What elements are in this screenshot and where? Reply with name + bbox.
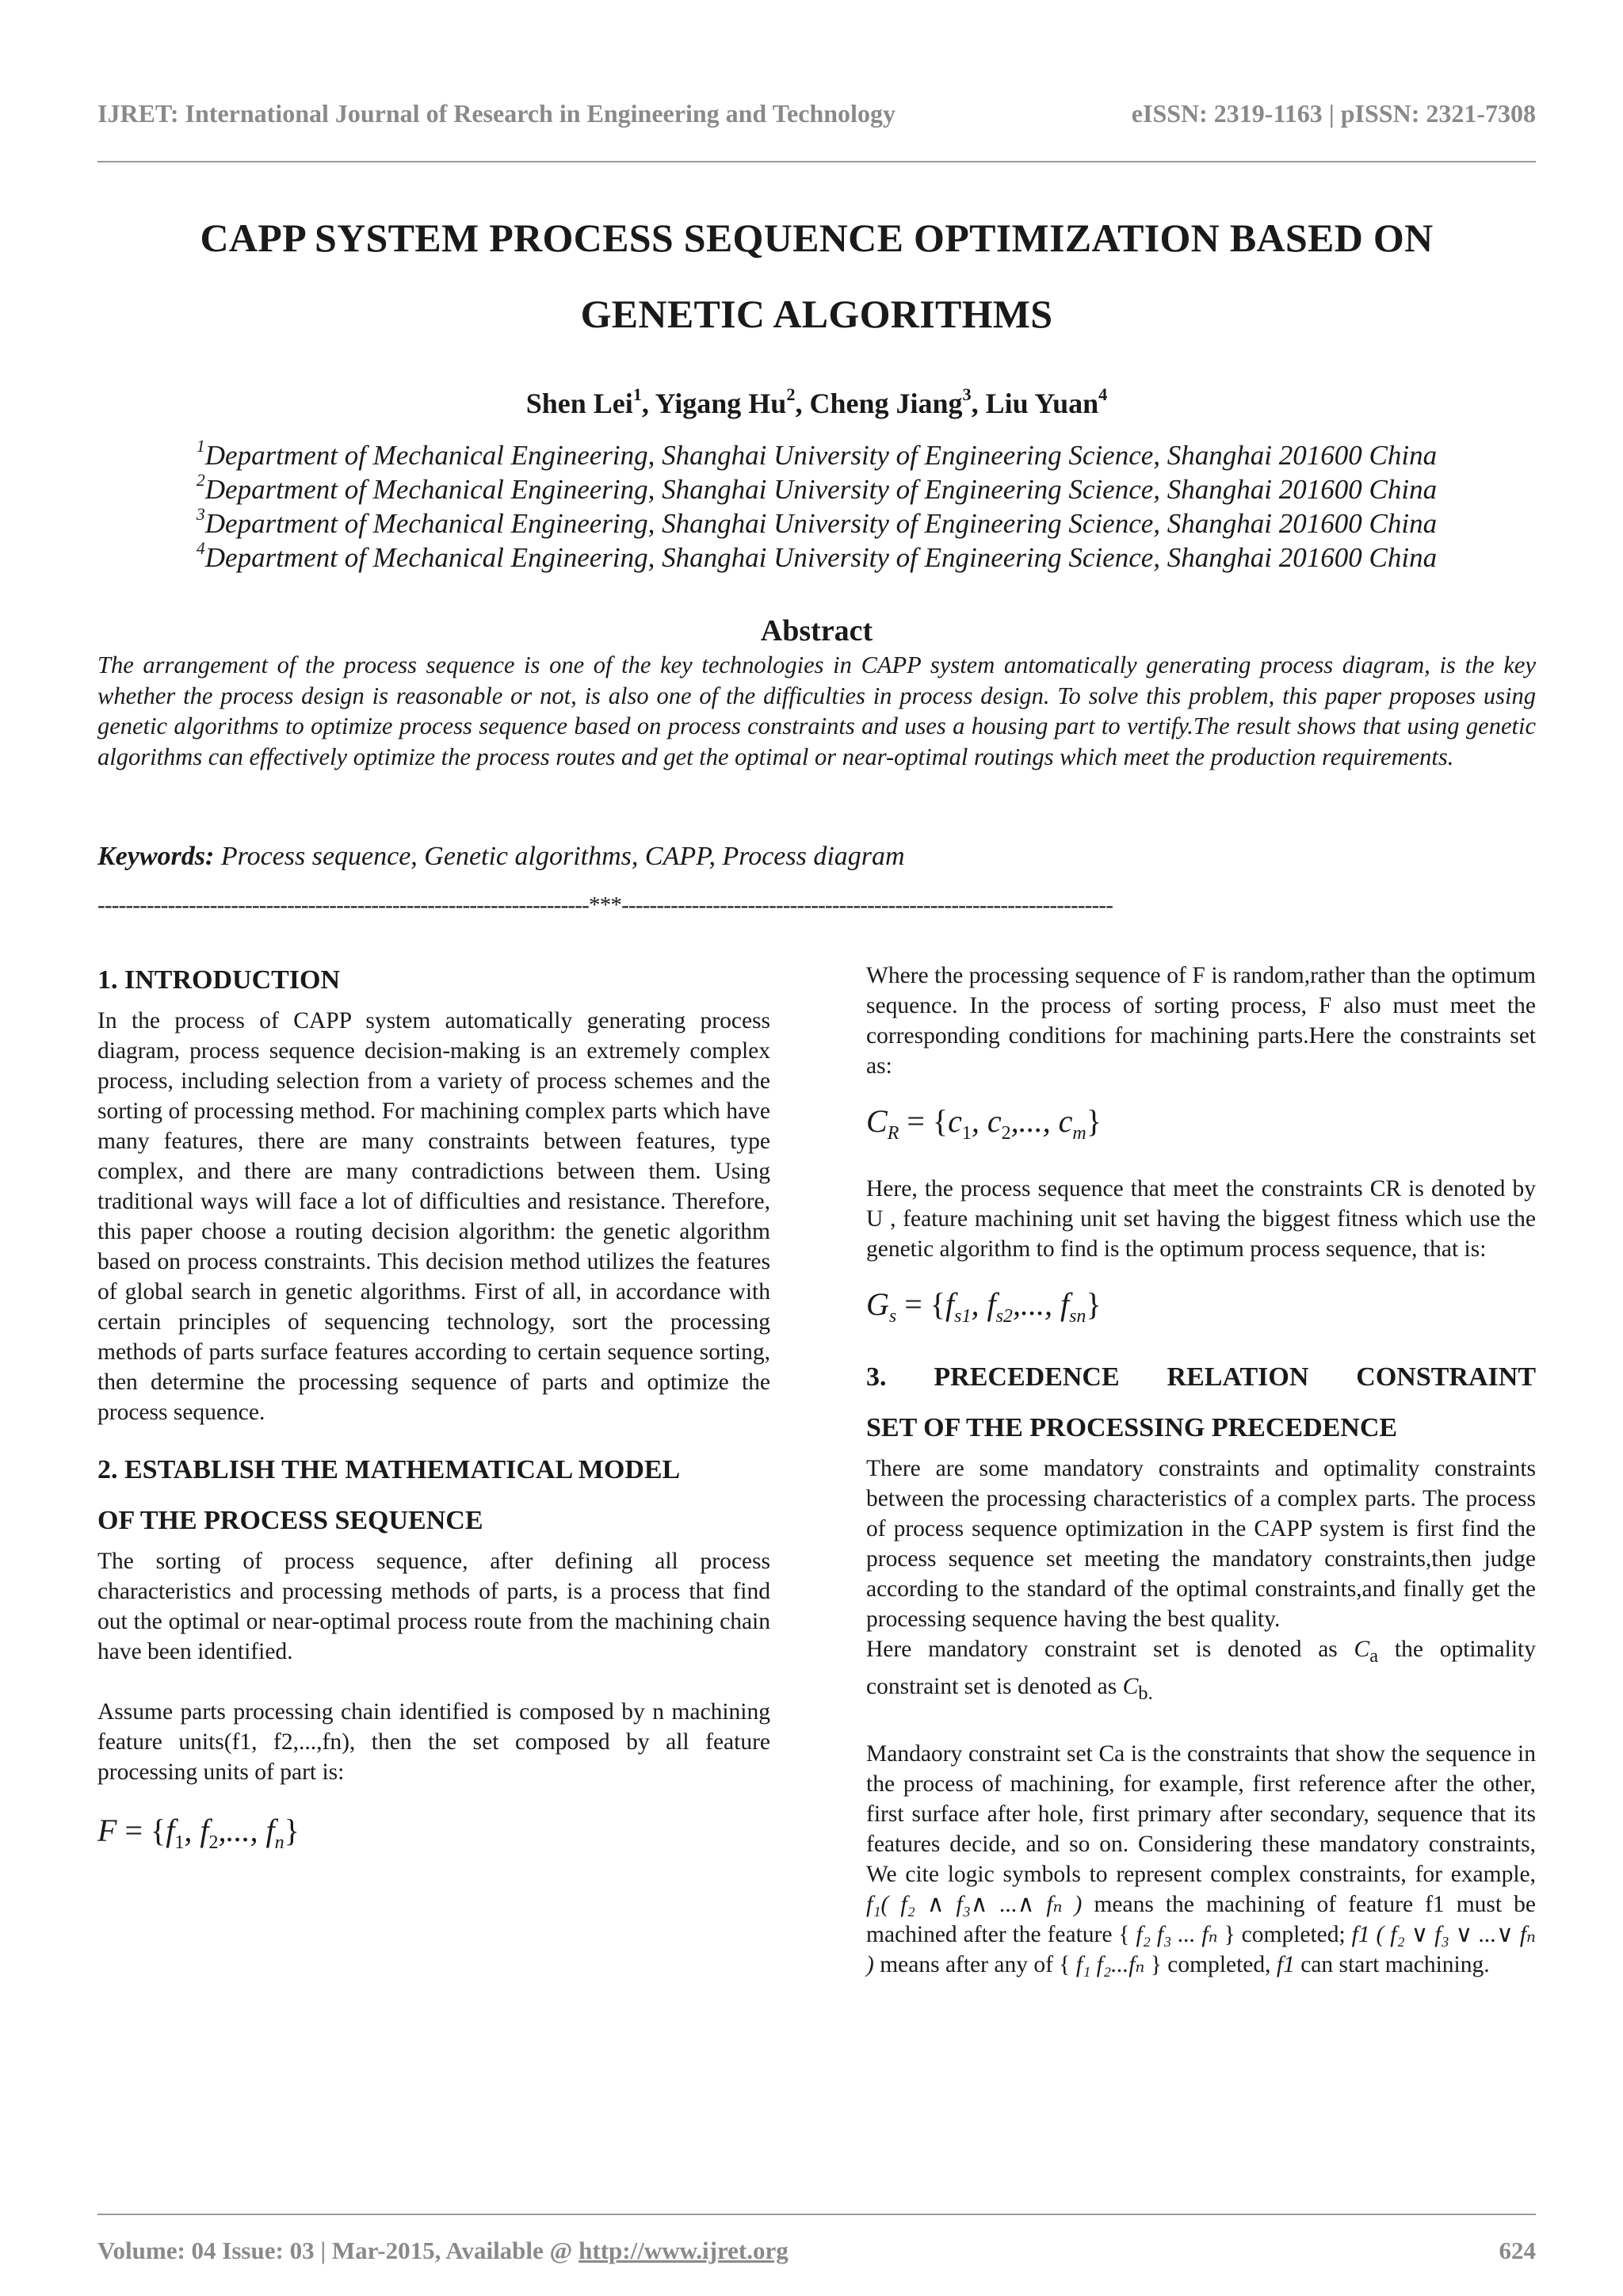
issn: eISSN: 2319-1163 | pISSN: 2321-7308 [1131,99,1536,128]
section-3-heading-line-2: SET OF THE PROCESSING PRECEDENCE [866,1413,1398,1442]
eq-term: f [166,1813,175,1848]
journal-name: IJRET: International Journal of Research in Engineering and Technology [97,99,896,128]
text-run: can start machining. [1294,1951,1490,1977]
eq-term: , c [971,1103,1002,1139]
eq-lhs: G [866,1286,889,1322]
eq-open: = { [907,1103,949,1139]
eq-sub: m [1072,1123,1086,1144]
text-run: means after any of { [873,1951,1076,1977]
symbol-ca: C [1354,1637,1370,1662]
symbol-sub: b. [1138,1682,1153,1704]
author-name: Cheng Jiang [809,388,963,419]
text-run: } completed, [1144,1951,1277,1977]
logic-expression: f1 [1276,1951,1295,1977]
authors: Shen Lei$^1$, Yigang Hu$^2$, Cheng Jiang$^3$, Liu Yuan$^4$ [525,384,1108,419]
author-name: Liu Yuan [985,388,1099,419]
eq-term: ,..., f [1012,1286,1070,1322]
eq-open: = { [904,1286,945,1322]
section-3-paragraph-2 [866,1634,1536,1709]
eq-sub: 2 [1001,1123,1011,1144]
logic-expression: f₂ f₃ ... fₙ [1136,1921,1218,1947]
title-line-2: GENETIC ALGORITHMS [580,292,1053,336]
eq-term: ,..., c [1010,1103,1073,1139]
equation-C [866,1102,1536,1153]
journal-link[interactable]: http://www.ijret.org [579,2237,789,2264]
keywords [97,842,905,872]
eq-lhs: C [866,1103,888,1139]
keywords-text: Process sequence, Genetic algorithms, CAPP, Process diagram [220,842,905,871]
section-3-paragraph-1: There are some mandatory constraints and optimality constraints between the processing characteristics of a complex parts. The process of process sequence optimization in the CAPP system is first find the process sequence set meeting the mandatory constraints,then judge according to the standard of the optimal constraints,and finally get the processing sequence having the best quality. [866,1456,1536,1632]
affiliation-text: Department of Mechanical Engineering, Shanghai University of Engineering Science, Shanghai 201600 China [204,508,1438,539]
eq-close: } [1086,1103,1102,1139]
abstract-text: The arrangement of the process sequence is one of the key technologies in CAPP system antomatically generating process diagram, is the key whether the process design is reasonable or not, is also one of the difficulties in process design. To solve this problem, this paper proposes using genetic algorithms to optimize process sequence based on process constraints and uses a housing part to vertify.The result shows that using genetic algorithms can effectively optimize the process routes and get the optimal or near-optimal routings which meet the production requirements. [97,651,1536,770]
affiliation [97,472,1536,506]
eq-sub: 1 [174,1832,185,1853]
section-1-heading: 1. INTRODUCTION [97,965,341,995]
eq-sub: 2 [208,1832,219,1853]
logic-expression: f₁ f₂...fₙ [1075,1951,1145,1977]
right-column [866,961,1536,1980]
eq-term: ,..., f [218,1813,275,1848]
affiliation-sup: 1 [196,437,205,457]
section-2-heading-line-2: OF THE PROCESS SEQUENCE [97,1506,483,1535]
affiliation-text: Department of Mechanical Engineering, Shanghai University of Engineering Science, Shanghai 201600 China [204,440,1438,471]
footer-rule [97,2214,1536,2215]
author-name: Yigang Hu [655,388,787,419]
title-line-1: CAPP SYSTEM PROCESS SEQUENCE OPTIMIZATION BASED ON [200,216,1434,260]
text-run: Here mandatory constraint set is denoted as [866,1637,1354,1662]
separator: ----------------------------------------------------------------------***---------------------------------------------------------------------- [97,892,1113,918]
logic-expression: f₁( f₂ ∧ f₃∧ ...∧ fₙ ) [866,1891,1083,1917]
keywords-label: Keywords: [97,842,215,871]
text-run: means the machining of feature f1 must be machined after the feature { [866,1891,1536,1947]
section-3-heading-line-1: 3. PRECEDENCE RELATION CONSTRAINT [866,1362,1536,1392]
eq-lhs: F [97,1813,117,1848]
section-2-paragraph-1: The sorting of process sequence, after defining all process characteristics and processing methods of parts, is a process that find out the optimal or near-optimal process route from the machining chain have been identified. [97,1549,770,1664]
eq-term: c [948,1103,962,1139]
eq-term: , f [971,1286,996,1322]
author-name: Shen Lei [525,388,633,419]
intro-paragraph: In the process of CAPP system automatically generating process diagram, process sequence decision-making is an extremely complex process, including selection from a variety of process schemes and the sorting of processing method. For machining complex parts which have many features, there are many constraints between features, type complex, and there are many contradictions between them. Using traditional ways will face a lot of difficulties and resistance. Therefore, this paper choose a routing decision algorithm: the genetic algorithm based on process constraints. This decision method utilizes the features of global search in genetic algorithms. First of all, in accordance with certain principles of sequencing technology, sort the processing methods of parts surface features according to certain sequence sorting, then determine the processing sequence of parts and optimize the process sequence. [97,1008,770,1425]
affiliation-sup: 3 [196,505,205,525]
symbol-sub: a [1369,1645,1379,1667]
equation-F [97,1811,770,1862]
affiliation [97,541,1536,575]
paper-title [97,200,1536,352]
affiliations [97,438,1536,575]
footer-volume-text: Volume: 04 Issue: 03 | Mar-2015, Available @ [97,2237,579,2264]
author-sup: 2 [786,384,796,404]
eq-close: } [284,1813,300,1848]
affiliation-text: Department of Mechanical Engineering, Shanghai University of Engineering Science, Shanghai 201600 China [204,542,1438,573]
eq-close: } [1086,1286,1102,1322]
text-run: the optimality constraint set is denoted as [866,1637,1536,1699]
eq-sub: 1 [961,1123,972,1144]
affiliation-text: Department of Mechanical Engineering, Shanghai University of Engineering Science, Shanghai 201600 China [204,474,1438,505]
affiliation [97,506,1536,541]
left-column [97,955,770,1862]
eq-term: , f [184,1813,209,1848]
eq-sub: sn [1069,1306,1086,1327]
affiliation-sup: 4 [196,539,205,559]
author-sup: 3 [962,384,972,404]
eq-sub: s1 [954,1306,972,1327]
section-2-heading-line-1: 2. ESTABLISH THE MATHEMATICAL MODEL [97,1455,681,1484]
affiliation-sup: 2 [196,471,205,491]
symbol-cb: C [1122,1673,1139,1699]
author-sup: 4 [1098,384,1108,404]
affiliation [97,438,1536,472]
eq-sub: n [274,1832,285,1853]
author-sup: 1 [632,384,642,404]
eq-open: = { [124,1813,166,1848]
header-rule [97,161,1536,162]
equation-G [866,1285,1536,1336]
section-2-paragraph-2: Assume parts processing chain identified is composed by n machining feature units(f1, f2,...,fn), then the set composed by all feature processing units of part is: [97,1699,770,1785]
eq-term: f [945,1286,955,1322]
eq-sub: s [888,1306,897,1327]
eq-sub: R [887,1123,899,1144]
text-run: } completed; [1217,1921,1352,1947]
footer-volume [97,2237,789,2265]
section-3-paragraph-3 [866,1739,1536,1980]
text-run: Mandaory constraint set Ca is the constraints that show the sequence in the process of machining, for example, first reference after the other, first surface after hole, first primary after secondary, sequence that its features decide, and so on. Considering these mandatory constraints, We cite logic symbols to represent complex constraints, for example, [866,1740,1536,1887]
page-number: 624 [1499,2237,1536,2264]
logic-expression: f1 ( f₂ ∨ f₃ ∨ ...∨ fₙ ) [866,1921,1537,1977]
right-paragraph-1: Where the processing sequence of F is random,rather than the optimum sequence. In the process of sorting process, F also must meet the corresponding conditions for machining parts.Here the constraints set as: [866,963,1536,1079]
right-paragraph-2: Here, the process sequence that meet the constraints CR is denoted by U , feature machining unit set having the biggest fitness which use the genetic algorithm to find is the optimum process sequence, that is: [866,1176,1536,1262]
eq-sub: s2 [995,1306,1013,1327]
abstract-heading: Abstract [760,614,873,648]
